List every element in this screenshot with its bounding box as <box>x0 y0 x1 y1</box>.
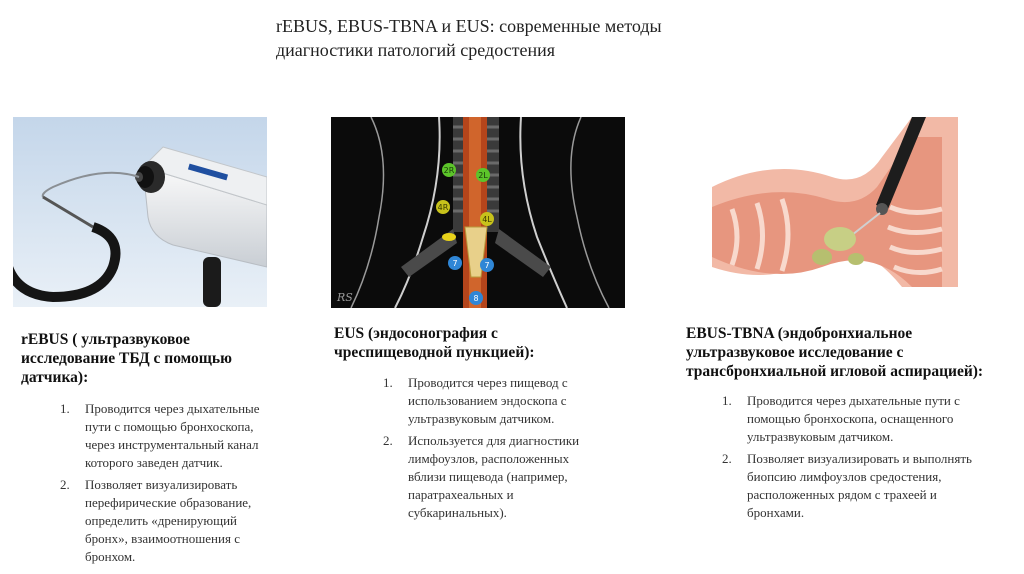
rebus-heading-line: датчика): <box>21 369 89 386</box>
list-item <box>686 392 1020 446</box>
list-item <box>21 400 291 472</box>
ebus-heading-line: EBUS-TBNA (эндобронхиальное <box>686 325 913 342</box>
list-item-number: 1. <box>60 401 70 416</box>
node-label-7-left: 7 <box>452 259 458 268</box>
list-item-number: 2. <box>60 477 70 492</box>
list-item-text <box>408 374 624 428</box>
text-line: вблизи пищевода (например, <box>408 469 568 484</box>
text-line: пути с помощью бронхоскопа, <box>85 419 254 434</box>
text-line: бронхами. <box>747 505 805 520</box>
list-item <box>21 476 291 566</box>
title-line-2: диагностики патологий средостения <box>276 40 556 60</box>
list-item-text <box>747 392 1020 446</box>
list-item <box>334 374 624 428</box>
text-line: лимфоузлов, расположенных <box>408 451 570 466</box>
ebus-tbna-list <box>686 392 1020 522</box>
bronchoscope-illustration <box>13 117 267 307</box>
list-item-number: 1. <box>722 393 732 408</box>
eus-heading-line: чреспищеводной пункцией): <box>334 344 535 361</box>
eus-heading-line: EUS (эндосонография с <box>334 325 498 342</box>
text-line: бронх», взаимоотношения с <box>85 531 240 546</box>
ebus-tbna-heading <box>686 324 1020 381</box>
text-line: ультразвуковым датчиком. <box>408 411 555 426</box>
text-line: Проводится через дыхательные пути с <box>747 393 960 408</box>
eus-heading <box>334 324 624 362</box>
eus-description <box>334 324 624 522</box>
rebus-bronchoscope-image <box>13 117 267 307</box>
rebus-list <box>21 400 291 566</box>
text-line: Позволяет визуализировать и выполнять <box>747 451 972 466</box>
list-item-text <box>408 432 624 522</box>
list-item-text <box>85 476 291 566</box>
node-label-2r: 2R <box>443 166 455 175</box>
airway-biopsy-illustration <box>712 117 958 287</box>
node-label-4r: 4R <box>437 203 449 212</box>
eus-lymph-node-diagram <box>331 117 625 308</box>
rebus-heading-line: исследование ТБД с помощью <box>21 350 232 367</box>
rebus-heading-line: rEBUS ( ультразвуковое <box>21 331 190 348</box>
text-line: субкаринальных). <box>408 505 507 520</box>
text-line: расположенных рядом с трахеей и <box>747 487 937 502</box>
text-line: использованием эндоскопа с <box>408 393 567 408</box>
text-line: определить «дренирующий <box>85 513 238 528</box>
text-line: через инструментальный канал <box>85 437 259 452</box>
text-line: Проводится через пищевод с <box>408 375 568 390</box>
ebus-tbna-description <box>686 324 1020 522</box>
text-line: помощью бронхоскопа, оснащенного <box>747 411 954 426</box>
list-item <box>334 432 624 522</box>
rebus-heading <box>21 330 291 387</box>
list-item-text <box>747 450 1020 522</box>
ebus-heading-line: ультразвуковое исследование с <box>686 344 904 361</box>
text-line: Используется для диагностики <box>408 433 580 448</box>
list-item-text <box>85 400 291 472</box>
text-line: ультразвуковым датчиком. <box>747 429 894 444</box>
text-line: Проводится через дыхательные <box>85 401 260 416</box>
text-line: бронхом. <box>85 549 136 564</box>
text-line: биопсию лимфоузлов средостения, <box>747 469 942 484</box>
figure-watermark: RS <box>337 291 353 304</box>
text-line: паратрахеальных и <box>408 487 514 502</box>
title-line-1: rEBUS, EBUS-TBNA и EUS: современные методы <box>276 16 662 36</box>
list-item-number: 2. <box>722 451 732 466</box>
node-label-8: 8 <box>473 294 479 303</box>
list-item-number: 1. <box>383 375 393 390</box>
text-line: которого заведен датчик. <box>85 455 223 470</box>
node-label-7-right: 7 <box>484 261 490 270</box>
node-label-2l: 2L <box>478 171 488 180</box>
list-item <box>686 450 1020 522</box>
slide-title <box>276 14 796 62</box>
mediastinum-illustration <box>331 117 625 308</box>
list-item-number: 2. <box>383 433 393 448</box>
ebus-tbna-illustration <box>712 117 958 287</box>
ebus-heading-line: трансбронхиальной игловой аспирацией): <box>686 363 984 380</box>
text-line: Позволяет визуализировать <box>85 477 238 492</box>
eus-list <box>334 374 624 522</box>
text-line: перефирические образование, <box>85 495 252 510</box>
rebus-description <box>21 330 291 566</box>
node-label-4l: 4L <box>482 215 492 224</box>
